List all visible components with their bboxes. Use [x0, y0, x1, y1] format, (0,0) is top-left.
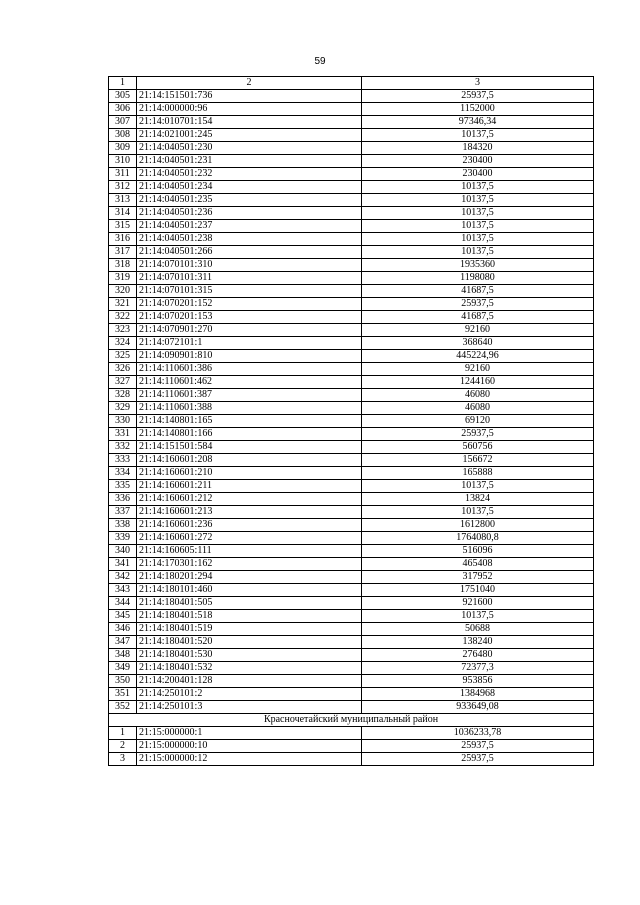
section-title: Красночетайский муниципальный район — [109, 714, 594, 727]
cadastral-number: 21:14:070101:315 — [137, 285, 362, 298]
table-row — [109, 623, 594, 636]
table-row — [109, 350, 594, 363]
row-number: 309 — [109, 142, 137, 155]
cadastral-number: 21:14:070101:311 — [137, 272, 362, 285]
cadastral-number: 21:14:010701:154 — [137, 116, 362, 129]
cadastral-number: 21:14:250101:3 — [137, 701, 362, 714]
table-row — [109, 727, 594, 740]
row-number: 310 — [109, 155, 137, 168]
row-number: 325 — [109, 350, 137, 363]
row-value: 1764080,8 — [362, 532, 594, 545]
table-row — [109, 142, 594, 155]
table-row — [109, 168, 594, 181]
row-value: 1612800 — [362, 519, 594, 532]
row-value: 25937,5 — [362, 753, 594, 766]
cadastral-number: 21:14:070901:270 — [137, 324, 362, 337]
cadastral-number: 21:14:250101:2 — [137, 688, 362, 701]
table-row — [109, 584, 594, 597]
row-number: 352 — [109, 701, 137, 714]
row-value: 10137,5 — [362, 220, 594, 233]
cadastral-number: 21:14:160601:213 — [137, 506, 362, 519]
cadastral-number: 21:14:140801:165 — [137, 415, 362, 428]
cadastral-number: 21:14:110601:387 — [137, 389, 362, 402]
row-value: 1384968 — [362, 688, 594, 701]
cadastral-number: 21:14:040501:237 — [137, 220, 362, 233]
table-row — [109, 532, 594, 545]
cadastral-number: 21:14:070201:152 — [137, 298, 362, 311]
row-value: 10137,5 — [362, 233, 594, 246]
row-value: 41687,5 — [362, 311, 594, 324]
row-number: 329 — [109, 402, 137, 415]
table-row — [109, 129, 594, 142]
row-number: 323 — [109, 324, 137, 337]
table-row — [109, 675, 594, 688]
row-value: 276480 — [362, 649, 594, 662]
table-row — [109, 753, 594, 766]
row-number: 349 — [109, 662, 137, 675]
cadastral-number: 21:14:180101:460 — [137, 584, 362, 597]
row-value: 97346,34 — [362, 116, 594, 129]
row-number: 338 — [109, 519, 137, 532]
table-row — [109, 337, 594, 350]
cadastral-number: 21:14:040501:266 — [137, 246, 362, 259]
row-value: 368640 — [362, 337, 594, 350]
data-table — [108, 76, 594, 766]
row-value: 560756 — [362, 441, 594, 454]
cadastral-number: 21:14:070101:310 — [137, 259, 362, 272]
row-value: 230400 — [362, 155, 594, 168]
table-row — [109, 298, 594, 311]
table-row — [109, 207, 594, 220]
cadastral-number: 21:14:180401:518 — [137, 610, 362, 623]
row-value: 921600 — [362, 597, 594, 610]
row-value: 445224,96 — [362, 350, 594, 363]
cadastral-number: 21:14:140801:166 — [137, 428, 362, 441]
row-number: 336 — [109, 493, 137, 506]
cadastral-number: 21:14:040501:234 — [137, 181, 362, 194]
row-number: 333 — [109, 454, 137, 467]
row-value: 156672 — [362, 454, 594, 467]
cadastral-number: 21:14:110601:462 — [137, 376, 362, 389]
row-number: 345 — [109, 610, 137, 623]
table-row — [109, 688, 594, 701]
cadastral-number: 21:14:160605:111 — [137, 545, 362, 558]
table-row — [109, 506, 594, 519]
row-number: 340 — [109, 545, 137, 558]
row-value: 50688 — [362, 623, 594, 636]
table-row — [109, 636, 594, 649]
row-number: 334 — [109, 467, 137, 480]
header-col-2: 2 — [137, 77, 362, 90]
row-value: 1751040 — [362, 584, 594, 597]
table-row — [109, 415, 594, 428]
table-row — [109, 480, 594, 493]
table-row — [109, 558, 594, 571]
row-number: 322 — [109, 311, 137, 324]
row-number: 306 — [109, 103, 137, 116]
row-number: 312 — [109, 181, 137, 194]
row-value: 72377,3 — [362, 662, 594, 675]
cadastral-number: 21:14:110601:388 — [137, 402, 362, 415]
table-row — [109, 662, 594, 675]
row-value: 1152000 — [362, 103, 594, 116]
row-number: 319 — [109, 272, 137, 285]
row-value: 1198080 — [362, 272, 594, 285]
table-row — [109, 376, 594, 389]
row-value: 230400 — [362, 168, 594, 181]
row-number: 351 — [109, 688, 137, 701]
row-number: 311 — [109, 168, 137, 181]
row-value: 1935360 — [362, 259, 594, 272]
table-row — [109, 649, 594, 662]
table-row — [109, 428, 594, 441]
row-number: 321 — [109, 298, 137, 311]
row-number: 317 — [109, 246, 137, 259]
row-number: 305 — [109, 90, 137, 103]
cadastral-number: 21:14:040501:238 — [137, 233, 362, 246]
table-row — [109, 155, 594, 168]
cadastral-number: 21:14:160601:212 — [137, 493, 362, 506]
table-row — [109, 90, 594, 103]
cadastral-number: 21:14:180401:530 — [137, 649, 362, 662]
row-number: 335 — [109, 480, 137, 493]
row-value: 953856 — [362, 675, 594, 688]
row-number: 313 — [109, 194, 137, 207]
cadastral-number: 21:14:200401:128 — [137, 675, 362, 688]
cadastral-number: 21:14:040501:232 — [137, 168, 362, 181]
row-value: 10137,5 — [362, 181, 594, 194]
table-row — [109, 519, 594, 532]
table-row — [109, 389, 594, 402]
table-body — [109, 77, 594, 766]
row-value: 10137,5 — [362, 129, 594, 142]
row-value: 10137,5 — [362, 610, 594, 623]
row-number: 1 — [109, 727, 137, 740]
cadastral-number: 21:14:151501:736 — [137, 90, 362, 103]
row-value: 184320 — [362, 142, 594, 155]
row-value: 1244160 — [362, 376, 594, 389]
cadastral-number: 21:14:160601:236 — [137, 519, 362, 532]
row-number: 327 — [109, 376, 137, 389]
row-value: 46080 — [362, 389, 594, 402]
row-value: 25937,5 — [362, 740, 594, 753]
row-value: 138240 — [362, 636, 594, 649]
cadastral-number: 21:15:000000:12 — [137, 753, 362, 766]
page-number: 59 — [314, 56, 326, 67]
row-value: 933649,08 — [362, 701, 594, 714]
table-row — [109, 493, 594, 506]
cadastral-number: 21:15:000000:1 — [137, 727, 362, 740]
cadastral-number: 21:14:040501:235 — [137, 194, 362, 207]
row-value: 10137,5 — [362, 246, 594, 259]
cadastral-number: 21:14:180201:294 — [137, 571, 362, 584]
table-header-row — [109, 77, 594, 90]
row-value: 13824 — [362, 493, 594, 506]
row-number: 344 — [109, 597, 137, 610]
row-value: 25937,5 — [362, 428, 594, 441]
row-number: 350 — [109, 675, 137, 688]
cadastral-number: 21:14:040501:236 — [137, 207, 362, 220]
row-value: 10137,5 — [362, 207, 594, 220]
header-col-3: 3 — [362, 77, 594, 90]
cadastral-number: 21:14:180401:532 — [137, 662, 362, 675]
cadastral-number: 21:14:021001:245 — [137, 129, 362, 142]
table-row — [109, 259, 594, 272]
row-number: 339 — [109, 532, 137, 545]
row-number: 326 — [109, 363, 137, 376]
table-row — [109, 597, 594, 610]
cadastral-number: 21:14:090901:810 — [137, 350, 362, 363]
row-value: 92160 — [362, 363, 594, 376]
row-number: 315 — [109, 220, 137, 233]
row-number: 307 — [109, 116, 137, 129]
cadastral-number: 21:14:180401:505 — [137, 597, 362, 610]
cadastral-number: 21:14:170301:162 — [137, 558, 362, 571]
cadastral-number: 21:15:000000:10 — [137, 740, 362, 753]
table-row — [109, 285, 594, 298]
cadastral-number: 21:14:151501:584 — [137, 441, 362, 454]
table-row — [109, 233, 594, 246]
row-number: 316 — [109, 233, 137, 246]
row-value: 25937,5 — [362, 90, 594, 103]
row-number: 348 — [109, 649, 137, 662]
row-number: 2 — [109, 740, 137, 753]
row-number: 308 — [109, 129, 137, 142]
row-value: 465408 — [362, 558, 594, 571]
table-row — [109, 610, 594, 623]
row-value: 317952 — [362, 571, 594, 584]
row-number: 341 — [109, 558, 137, 571]
table-row — [109, 116, 594, 129]
row-value: 10137,5 — [362, 506, 594, 519]
table-row — [109, 571, 594, 584]
row-number: 324 — [109, 337, 137, 350]
row-number: 330 — [109, 415, 137, 428]
row-value: 69120 — [362, 415, 594, 428]
cadastral-number: 21:14:110601:386 — [137, 363, 362, 376]
table-row — [109, 181, 594, 194]
table-row — [109, 740, 594, 753]
row-number: 337 — [109, 506, 137, 519]
row-number: 332 — [109, 441, 137, 454]
row-number: 3 — [109, 753, 137, 766]
table-row — [109, 402, 594, 415]
section-row — [109, 714, 594, 727]
row-value: 516096 — [362, 545, 594, 558]
table-row — [109, 545, 594, 558]
table-row — [109, 272, 594, 285]
row-value: 10137,5 — [362, 194, 594, 207]
row-value: 10137,5 — [362, 480, 594, 493]
cadastral-number: 21:14:040501:231 — [137, 155, 362, 168]
row-number: 320 — [109, 285, 137, 298]
table-row — [109, 454, 594, 467]
cadastral-number: 21:14:070201:153 — [137, 311, 362, 324]
table-row — [109, 441, 594, 454]
cadastral-number: 21:14:160601:210 — [137, 467, 362, 480]
row-number: 342 — [109, 571, 137, 584]
table-row — [109, 220, 594, 233]
table-row — [109, 246, 594, 259]
row-value: 46080 — [362, 402, 594, 415]
cadastral-number: 21:14:180401:519 — [137, 623, 362, 636]
cadastral-number: 21:14:180401:520 — [137, 636, 362, 649]
row-number: 343 — [109, 584, 137, 597]
row-number: 314 — [109, 207, 137, 220]
row-number: 328 — [109, 389, 137, 402]
header-col-1: 1 — [109, 77, 137, 90]
cadastral-number: 21:14:040501:230 — [137, 142, 362, 155]
table-row — [109, 194, 594, 207]
row-value: 165888 — [362, 467, 594, 480]
row-value: 25937,5 — [362, 298, 594, 311]
row-value: 1036233,78 — [362, 727, 594, 740]
cadastral-number: 21:14:160601:211 — [137, 480, 362, 493]
cadastral-number: 21:14:000000:96 — [137, 103, 362, 116]
table-row — [109, 363, 594, 376]
row-value: 41687,5 — [362, 285, 594, 298]
row-number: 347 — [109, 636, 137, 649]
row-number: 346 — [109, 623, 137, 636]
table-row — [109, 311, 594, 324]
cadastral-number: 21:14:160601:272 — [137, 532, 362, 545]
table-row — [109, 701, 594, 714]
cadastral-number: 21:14:072101:1 — [137, 337, 362, 350]
row-value: 92160 — [362, 324, 594, 337]
table-row — [109, 467, 594, 480]
table-row — [109, 103, 594, 116]
cadastral-number: 21:14:160601:208 — [137, 454, 362, 467]
table-row — [109, 324, 594, 337]
row-number: 318 — [109, 259, 137, 272]
row-number: 331 — [109, 428, 137, 441]
